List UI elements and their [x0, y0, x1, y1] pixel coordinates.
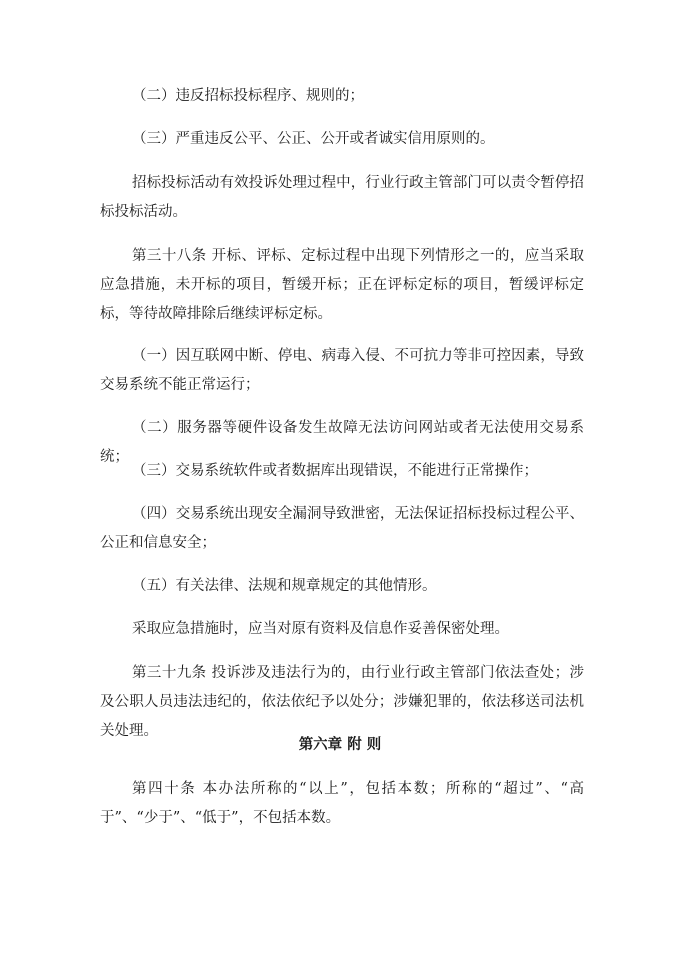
article-40: 第四十条 本办法所称的“以上”，包括本数；所称的“超过”、“高于”、“少于”、“低于”，不包括本数。: [100, 781, 584, 826]
article-38-item-4: （四）交易系统出现安全漏洞导致泄密，无法保证招标投标过程公平、公正和信息安全；: [100, 506, 584, 551]
article-39: 第三十九条 投诉涉及违法行为的，由行业行政主管部门依法查处；涉及公职人员违法违纪的，依法依纪予以处分；涉嫌犯罪的，依法移送司法机关处理。: [100, 665, 584, 739]
paragraph-item-3: （三）严重违反公平、公正、公开或者诚实信用原则的。: [132, 131, 495, 147]
paragraph-suspension: 招标投标活动有效投诉处理过程中，行业行政主管部门可以责令暂停招标投标活动。: [100, 175, 584, 220]
paragraph-emergency-measures: 采取应急措施时，应当对原有资料及信息作妥善保密处理。: [132, 621, 509, 637]
article-38-item-2: （二）服务器等硬件设备发生故障无法访问网站或者无法使用交易系统；: [100, 420, 584, 465]
article-38-item-3: （三）交易系统软件或者数据库出现错误，不能进行正常操作；: [132, 463, 538, 479]
article-38-item-5: （五）有关法律、法规和规章规定的其他情形。: [132, 578, 437, 594]
paragraph-item-2: （二）违反招标投标程序、规则的；: [132, 88, 364, 104]
article-38-item-1: （一）因互联网中断、停电、病毒入侵、不可抗力等非可控因素，导致交易系统不能正常运行；: [100, 348, 584, 393]
article-38: 第三十八条 开标、评标、定标过程中出现下列情形之一的，应当采取应急措施，未开标的项目，暂缓开标；正在评标定标的项目，暂缓评标定标，等待故障排除后继续评标定标。: [100, 248, 584, 322]
chapter-heading: 第六章 附 则: [298, 737, 382, 753]
